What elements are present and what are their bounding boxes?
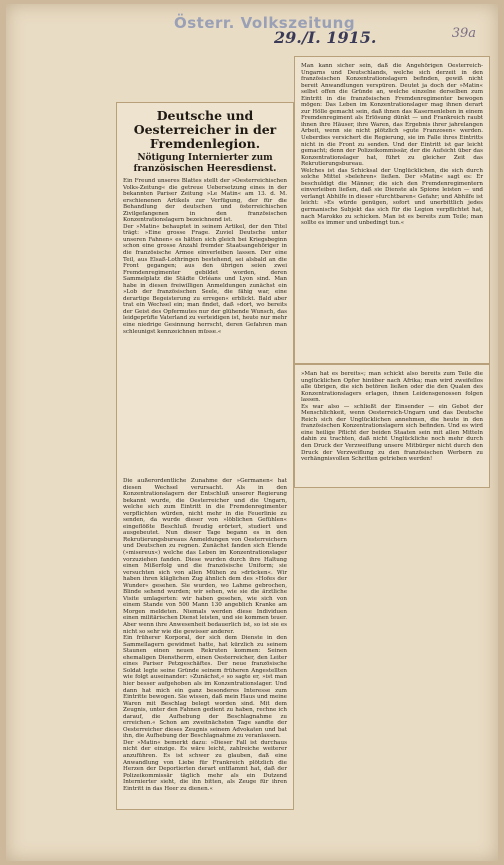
- clipping-left-column: [116, 102, 294, 810]
- article-paragraphs-part1: Ein Freund unseres Blattes stellt der »Oesterreichischen Volks-Zeitung« die getreue Uebersetzung eines in der bekannten Pariser Zeitung »Le Matin« am 13. d. M. erschienenen Artikels zur Verfügung, der für die Behandlung der deutschen und österreichischen Zivilgefangenen in den französischen Konzentrationslagern bezeichnend ist. Der »Matin« behauptet in seinem Artikel, der den Titel trägt: »Eine grosse Frage. Zuviel Deutsche unter unseren Fahnen« es hätten sich gleich bei Kriegsbeginn schon eine grosse Anzahl fremder Staatsangehöriger in die französische Armee einverleiben lassen. Der eine Teil, aus Elsaß-Lothringen bestehend, sei alsbald an die Front gegangen; aus den übrigen seien zwei Fremdenregimenter gebildet worden, deren Sammelplatz die Städte Orléans und Lyon sind. Man habe in diesen freiwilligen Anmeldungen zunächst ein »Lob der französischen Seele, die fähig war, eine derartige Begeisterung zu erregen« erblickt. Bald aber trat ein Wechsel ein; man findet, daß »dort, wo bereits der Geist des Opfermutes nur der glühende Wunsch, das leidgeprüfte Vaterland zu verteidigen ist, heute nur mehr eine niedrige Gesinnung herrscht, deren Gefahren man schleunigst kennzeichnen müsse.«: [123, 178, 287, 335]
- article-paragraphs-part2: Die außerordentliche Zunahme der »Germanen« hat diesen Wechsel verursacht. Als in den Konzentrationslagern der Entschluß unserer Regierung bekannt wurde, die Oesterreicher und die Ungarn, welche sich zum Eintritt in die Fremdenregimenter verpflichten würden, nicht mehr in die Feuerlinie zu senden, da wurde dieser von »löblichen Gefühlen« eingeflößte Beschluß freudig erörtert, studiert und ausgebeutet. Nun dieser Tage begann es in den Rekrutierungsbureaus Anmeldungen von Oesterreichern und Deutschen zu regnen. Zunächst fanden sich Elende (»misereux«) welche das Leben im Konzentrationslager vorzuziehen fanden. Diese wurden durch ihre Haltung einen Mißerfolg und die französische Uniform; sie versuchten sich von allen Mühen zu »drücken«. Wir haben ihren kläglichen Zug ähnlich dem des »Hofes der Wunder« gesehen. Sie wurden, wo Lahme gebrochen, Blinde sehend wurden; wir sehen, wie sie die ärztliche Visite umlagerten: wir haben gesehen, wie sich von einem Stande von 500 Mann 130 angeblich Kranke am Morgen meldeten. Niemals werden diese Individuen einen militärischen Dienst leisten, und sie kommen teuer. Aber wenn ihre Anwesenheit bedauerlich ist, so ist sie es nicht so sehr wie die gewisser anderer. Ein früherer Korporal, der sich dem Dienste in den Sammellagern gewidmet hatte, hat kürzlich zu seinem Staunen einen neuen Rekruten kommen: Seinen ehemaligen Dienstherrn, einen Oesterreicher, den Leiter eines Pariser Petzgeschäftes. Der neue französische Soldat legte seine Gründe seinem früheren Angestellten wie folgt auseinander: »Zunächst,« so sagte er, »ist man hier besser aufgehoben als im Konzentrationslager. Und dann hat mich ein ganz besonderes Interesse zum Eintritte bewogen. Sie wissen, daß mein Haus und meine Waren mit Beschlag belegt worden sind. Mit dem Zeugnis, unter den Fahnen gedient zu haben, rechne ich darauf, die Aufhebung der Beschlagnahme zu erreichen.« Schon am zweitnächsten Tage sandte der Oesterreicher dieses Zeugnis seinem Advokaten und bat ihn, die Aufhebung der Beschlagnahme zu veranlassen. Der »Matin« bemerkt dazu: »Dieser Fall ist durchaus nicht der einzige. Es wäre leicht, zahlreiche weiterer anzuführen. Es ist schwer zu glauben, daß eine Anwandlung von Liebe für Frankreich plötzlich die Herzen der Deportierten derart entflammt hat, daß der Polizeikommissär täglich mehr als ein Dutzend Internierter sieht, die ihn bitten, als Zeuge für ihren Eintritt in das Heer zu dienen.«: [123, 478, 287, 792]
- clipping-right-column-bottom: [294, 364, 490, 488]
- archive-sheet: [6, 4, 498, 861]
- handwritten-page-number: 39a: [451, 26, 476, 41]
- handwritten-date: 29./I. 1915.: [274, 28, 377, 47]
- clipping-right-column-top: [294, 56, 490, 364]
- article-paragraphs-part3: Man kann sicher sein, daß die Angehörigen Oesterreich-Ungarns und Deutschlands, welche sich derzeit in den französischen Konzentrationslagern befinden, gewiß nicht bereit Anwandlungen verspüren. Deutet ja doch der »Matin« selbst offen die Gründe an, welche einzelne derselben zum Eintritt in die französischen Fremdenregimenter bewogen mögen: Das Leben im Konzentrationslager mag ihnen derart zur Hölle gemacht sein, daß ihnen das Kasernenleben in einem Fremdenregiment als Erlösung dünkt — und Frankreich raubt ihnen ihre Häuser, ihre Waren, das Ergebnis ihrer jahrelangen Arbeit, wenn sie nicht plötzlich »gute Franzosen« werden. Ueberdies versichert die Regierung, sie im Falle ihres Eintritts nicht in die Front zu senden. Und der Eintritt ist gar leicht gemacht; denn der Polizeikommissär, der die Aufsicht über das Konzentrationslager hat, führt zu gleicher Zeit das Rekrutierungsbureau. Welches ist das Schicksal der Unglücklichen, die sich durch solche Mittel »belehren« ließen. Der »Matin« sagt es: Er beschuldigt die Männer, die sich den Fremdenregimentern einverleiben ließen, daß sie Dienste als Spione leisten — und verlangt Abhilfe in dieser »furchtbaren« Gefahr; und Abhilfe ist leicht: »Es würde genügen, sofort und unerbittlich jedes germanische Subjekt das sich für die Legion verpflichtet hat, nach Marokko zu schicken. Man ist es bereits zum Teile; man sollte es immer und unbedingt tun.«: [301, 63, 483, 227]
- newspaper-stamp: Österr. Volkszeitung: [174, 14, 356, 32]
- article-paragraphs-part4: »Man hat es bereits«; man schickt also bereits zum Teile die unglücklichen Opfer hinüber nach Afrika; man wird zweifellos alle übrigen, die sich betören ließen oder die den Qualen des Konzentrationslagers erlagen, ihnen Leidensgenossen folgen lassen. Es war also — schließt der Einsender — ein Gebot der Menschlichkeit, wenn Oesterreich-Ungarn und das Deutsche Reich sich der Unglücklichen annehmen, die heute in den französischen Konzentrationslagern sich befinden. Und es wird eine heilige Pflicht der beiden Staaten sein mit allen Mitteln dahin zu trachten, daß nicht Unglückliche noch mehr durch den Druck der Verzweiflung unsere Mitbürger nicht durch den Druck der Verzweiflung zu den französischen Werbern zu verhängnisvollen Schritten getrieben werden!: [301, 371, 483, 463]
- article-headline: Deutsche und Oesterreicher in der Fremdenlegion.: [133, 108, 277, 151]
- article-subheadline: Nötigung Internierter zum französischen Heeresdienst.: [133, 153, 277, 174]
